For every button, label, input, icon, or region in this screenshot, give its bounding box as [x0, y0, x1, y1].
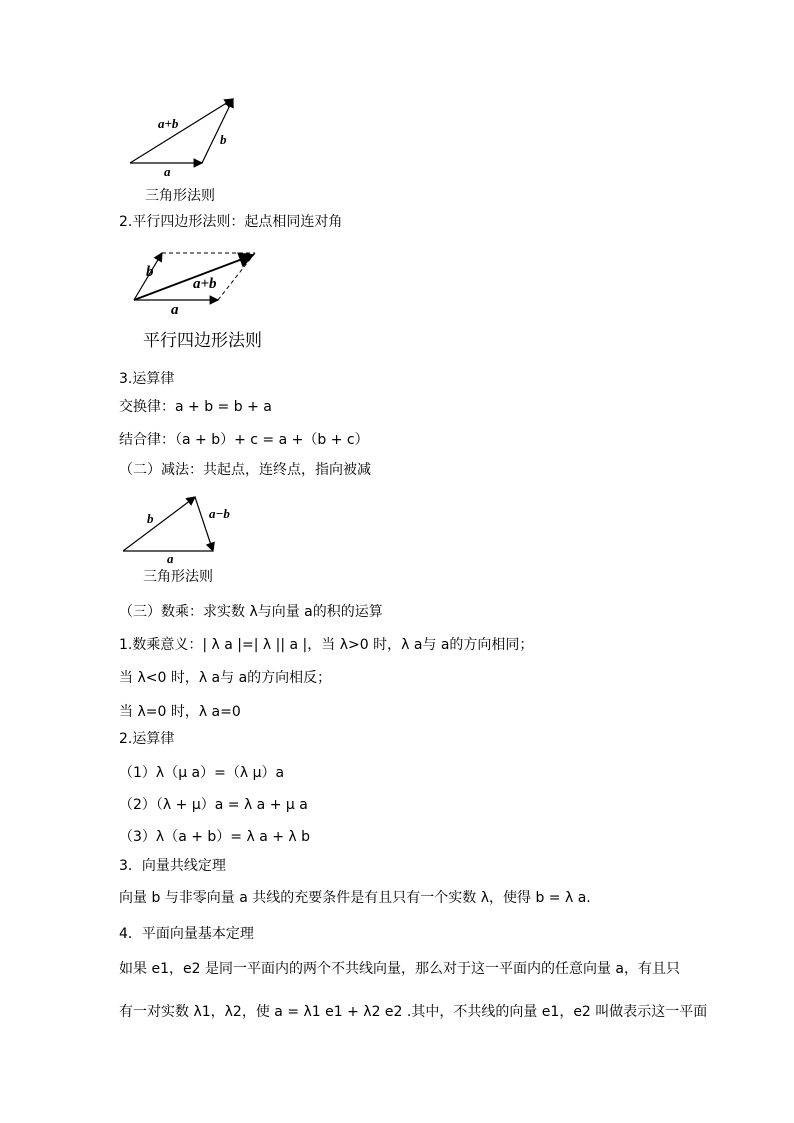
figure-caption: 三角形法则 — [143, 569, 213, 585]
basis-theorem-line1: 如果 e1，e2 是同一平面内的两个不共线向量，那么对于这一平面内的任意向量 a，有且只 — [119, 961, 680, 977]
basis-theorem-heading: 4．平面向量基本定理 — [119, 926, 254, 942]
scalar-meaning-line2: 当 λ<0 时，λ a与 a的方向相反； — [119, 670, 332, 686]
label-a: a — [171, 302, 179, 318]
figure-caption: 三角形法则 — [145, 188, 215, 204]
label-b: b — [220, 132, 227, 147]
laws-heading-2: 2.运算律 — [119, 731, 175, 747]
label-a-plus-b: a+b — [193, 276, 217, 292]
scalar-multiplication-heading: （三）数乘：求实数 λ与向量 a的积的运算 — [119, 604, 383, 620]
label-a-plus-b: a+b — [158, 116, 179, 131]
basis-theorem-line2: 有一对实数 λ1，λ2，使 a = λ1 e1 + λ2 e2 .其中，不共线的向量 e1，e2 叫做表示这一平面 — [119, 1004, 708, 1020]
label-a: a — [167, 551, 174, 566]
dashed-right-side — [218, 253, 255, 300]
triangle-rule-addition-figure — [120, 92, 250, 178]
law-3: （3）λ（a + b）= λ a + λ b — [119, 829, 311, 845]
scalar-meaning-line3: 当 λ=0 时，λ a=0 — [119, 704, 241, 720]
heading-laws: 3.运算律 — [119, 371, 175, 387]
label-b: b — [147, 511, 154, 526]
collinear-theorem-text: 向量 b 与非零向量 a 共线的充要条件是有且只有一个实数 λ，使得 b = λ a. — [119, 890, 591, 906]
subtraction-heading: （二）减法：共起点，连终点，指向被减 — [119, 462, 371, 478]
triangle-rule-subtraction-figure — [115, 491, 245, 567]
parallelogram-rule-figure — [125, 246, 275, 318]
associative-law: 结合律：（a + b）+ c = a +（b + c） — [119, 432, 369, 448]
commutative-law: 交换律：a + b = b + a — [119, 399, 272, 415]
figure-caption: 平行四边形法则 — [143, 331, 262, 351]
scalar-meaning-line1: 1.数乘意义：| λ a |=| λ || a |，当 λ>0 时，λ a与 a的方向相同； — [119, 637, 534, 653]
label-a-minus-b: a−b — [209, 506, 230, 521]
heading-parallelogram: 2.平行四边形法则：起点相同连对角 — [119, 214, 343, 230]
label-b: b — [146, 264, 154, 280]
law-2: （2）（λ + μ）a = λ a + μ a — [119, 797, 308, 813]
collinear-theorem-heading: 3．向量共线定理 — [119, 858, 226, 874]
vector-b-arrow — [123, 497, 195, 551]
label-a: a — [164, 164, 171, 178]
law-1: （1）λ（μ a）=（λ μ）a — [119, 765, 285, 781]
